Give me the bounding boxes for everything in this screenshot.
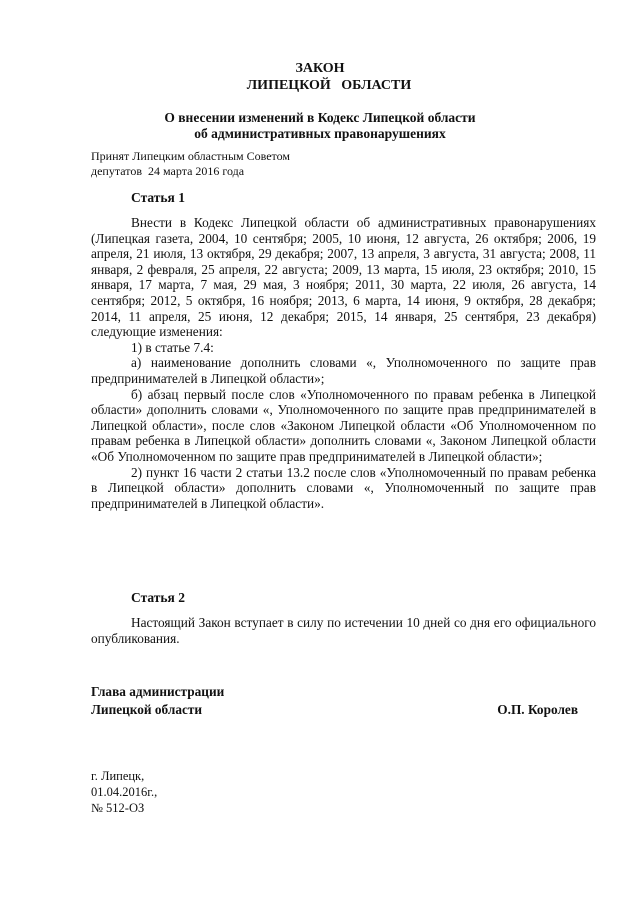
article-1-body xyxy=(91,215,596,511)
law-subtitle xyxy=(0,110,640,142)
article-1-paragraph: 2) пункт 16 части 2 статьи 13.2 после слов «Уполномоченный по правам ребенка в Липецкой области» дополнить словами «, Уполномоченный по защите прав предпринимателей в Липецкой области». xyxy=(91,464,596,511)
article-1-paragraph: б) абзац первый после слов «Уполномоченного по правам ребенка в Липецкой области» дополнить словами «, Уполномоченного по защите прав предпринимателей в Липецкой области», после слов «Законом Липецкой области «Об Уполномоченном по правам ребенка в Липецкой области» дополнить словами «, Законом Липецкой области «Об Уполномоченном по защите прав предпринимателей в Липецкой области»; xyxy=(91,386,596,464)
footer-number: № 512-ОЗ xyxy=(91,801,145,815)
adoption-line-2: депутатов 24 марта 2016 года xyxy=(91,164,245,178)
article-1-paragraph: а) наименование дополнить словами «, Уполномоченного по защите прав предпринимателей в Липецкой области»; xyxy=(91,355,596,386)
adoption-line-1: Принят Липецким областным Советом xyxy=(91,149,290,163)
subtitle-line-1: О внесении изменений в Кодекс Липецкой области xyxy=(164,110,476,125)
title-line-1: ЗАКОН xyxy=(295,61,345,76)
signature-position-line-1: Глава администрации xyxy=(91,684,225,699)
signature-position-line-2: Липецкой области xyxy=(91,702,203,717)
article-1-paragraph: 1) в статье 7.4: xyxy=(131,339,214,355)
law-title xyxy=(0,60,640,94)
article-1-heading: Статья 1 xyxy=(131,190,185,205)
adoption-note xyxy=(91,149,290,179)
title-line-2: ЛИПЕЦКОЙ ОБЛАСТИ xyxy=(246,78,412,93)
article-2-heading: Статья 2 xyxy=(131,590,185,605)
article-2-body xyxy=(91,615,596,646)
signature-block xyxy=(91,683,596,719)
signatory-name: О.П. Королев xyxy=(497,702,578,717)
article-2-paragraph: Настоящий Закон вступает в силу по истечении 10 дней со дня его официального опубликования. xyxy=(91,615,596,646)
subtitle-line-2: об административных правонарушениях xyxy=(194,126,446,141)
footer-date: 01.04.2016г., xyxy=(91,785,158,799)
document-footer xyxy=(91,768,157,816)
footer-city: г. Липецк, xyxy=(91,769,145,783)
article-1-paragraph: Внести в Кодекс Липецкой области об административных правонарушениях (Липецкая газета, 2004, 10 сентября; 2005, 10 июня, 12 августа, 26 октября; 2006, 19 апреля, 21 июля, 13 октября, 29 декабря; 2007, 13 апреля, 3 августа, 31 августа; 2008, 11 января, 2 февраля, 25 апреля, 22 августа; 2009, 13 марта, 15 июля, 23 октября; 2010, 15 января, 17 марта, 7 мая, 29 мая, 3 ноября; 2011, 30 марта, 22 июля, 26 августа, 14 сентября; 2012, 5 октября, 16 ноября; 2013, 6 марта, 14 июня, 9 октября, 28 декабря; 2014, 11 апреля, 25 июня, 12 декабря; 2015, 14 января, 25 сентября, 23 декабря) следующие изменения: xyxy=(91,215,596,340)
